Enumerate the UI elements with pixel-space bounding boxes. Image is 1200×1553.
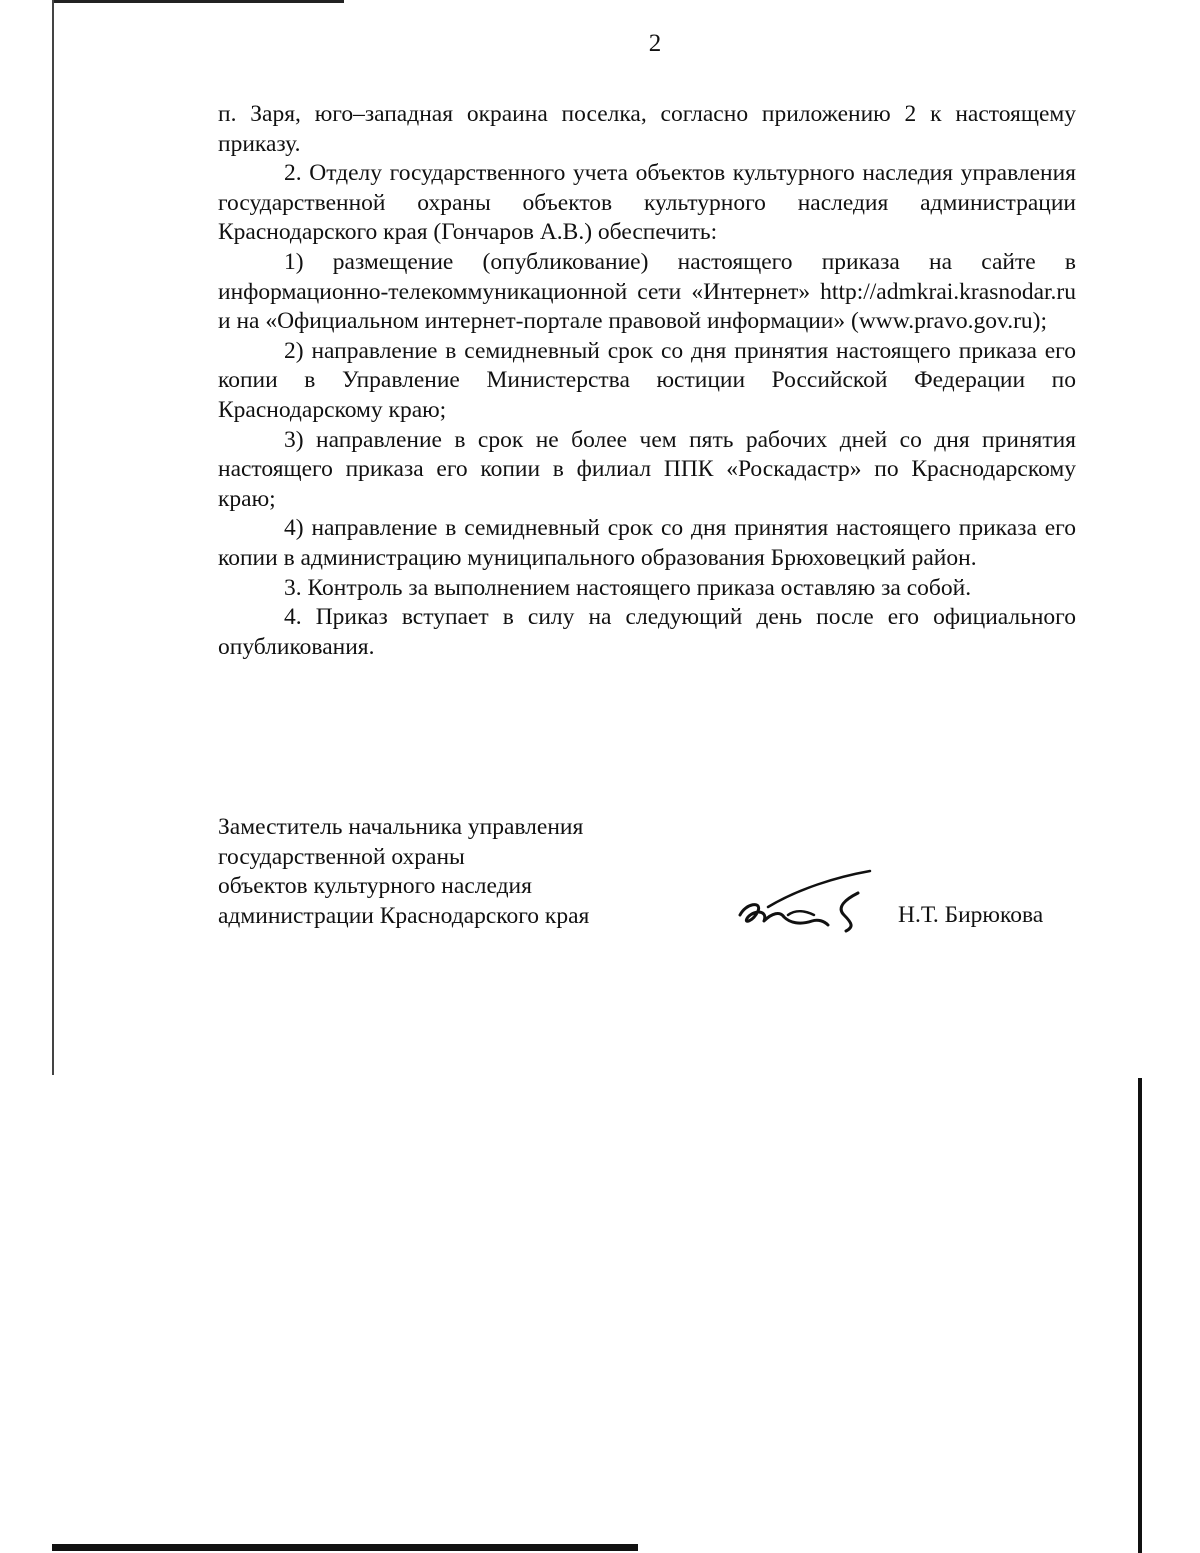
page-number: 2: [648, 30, 662, 57]
paragraph: 1) размещение (опубликование) настоящего приказа на сайте в информационно-телекоммуникационной сети «Интернет» http://admkrai.krasnodar.ru и на «Официальном интернет-портале правовой информации» (www.pravo.gov.ru);: [218, 248, 1076, 335]
handwritten-signature: [728, 865, 878, 937]
signatory-title-line: государственной охраны: [218, 843, 465, 870]
scan-edge-right: [1138, 1078, 1142, 1553]
signature-block: [218, 813, 1076, 943]
scan-edge-top: [52, 0, 344, 3]
signatory-title-line: объектов культурного наследия: [218, 873, 532, 900]
scan-edge-bottom: [52, 1544, 638, 1551]
paragraph: 2. Отделу государственного учета объектов культурного наследия управления государственной охраны объектов культурного наследия администрации Краснодарского края (Гончаров А.В.) обеспечить:: [218, 160, 1076, 246]
paragraph: 3. Контроль за выполнением настоящего приказа оставляю за собой.: [284, 574, 972, 601]
paragraph: 4) направление в семидневный срок со дня принятия настоящего приказа его копии в администрацию муниципального образования Брюховецкий район.: [218, 515, 1076, 571]
signatory-name: Н.Т. Бирюкова: [898, 902, 1044, 928]
paragraph: 4. Приказ вступает в силу на следующий день после его официального опубликования.: [218, 604, 1076, 660]
scan-edge-left: [52, 0, 54, 1075]
paragraph: 3) направление в срок не более чем пять рабочих дней со дня принятия настоящего приказа его копии в филиал ППК «Роскадастр» по Краснодарскому краю;: [218, 426, 1076, 512]
document-body: [218, 100, 1076, 662]
paragraph: 2) направление в семидневный срок со дня принятия настоящего приказа его копии в Управление Министерства юстиции Российской Федерации по Краснодарскому краю;: [218, 337, 1076, 423]
paragraph: п. Заря, юго–западная окраина поселка, согласно приложению 2 к настоящему приказу.: [218, 101, 1076, 157]
signatory-title-line: Заместитель начальника управления: [218, 814, 584, 840]
signatory-title-line: администрации Краснодарского края: [218, 902, 590, 929]
